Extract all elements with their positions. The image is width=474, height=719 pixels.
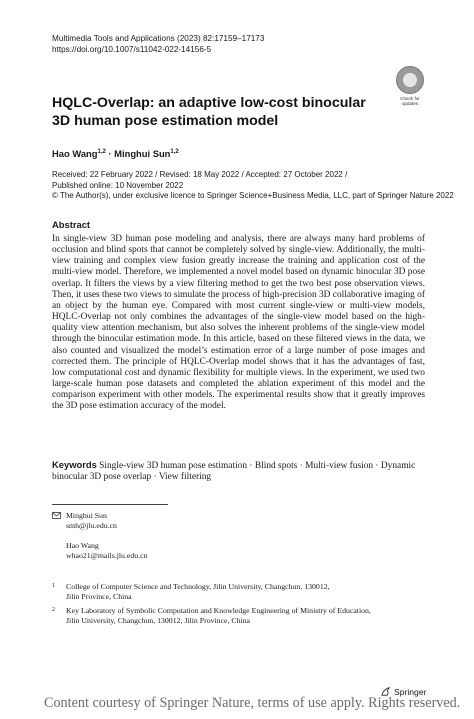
copyright-notice: © The Author(s), under exclusive licence to Springer Science+Business Media, LLC, part of Springer Nature 2022 bbox=[52, 191, 454, 201]
affiliation-line: College of Computer Science and Technology, Jilin University, Changchun, 130012, bbox=[66, 582, 330, 591]
author-name[interactable]: Minghui Sun bbox=[114, 148, 171, 159]
affiliation-line: Jilin University, Changchun, 130012, Jilin Province, China bbox=[66, 616, 251, 626]
journal-volume-line: Multimedia Tools and Applications (2023) 82:17159–17173 bbox=[52, 34, 265, 43]
affiliation-line: Jilin Province, China bbox=[66, 592, 132, 602]
affiliation-number: 1 bbox=[52, 583, 55, 589]
keywords-section bbox=[52, 459, 425, 484]
doi-link[interactable]: https://doi.org/10.1007/s11042-022-14156-5 bbox=[52, 44, 212, 54]
affiliation-line: Key Laboratory of Symbolic Computation and Knowledge Engineering of Ministry of Education, bbox=[66, 606, 371, 615]
contact-email[interactable]: smh@jlu.edu.cn bbox=[66, 521, 117, 531]
contact-email[interactable]: whao21@mails.jlu.edu.cn bbox=[66, 550, 148, 560]
author-affiliation-marker: 1,2 bbox=[170, 148, 179, 155]
check-for-updates-label: Check for updates bbox=[400, 96, 420, 106]
published-online: Published online: 10 November 2022 bbox=[52, 180, 184, 190]
author-affiliation-marker: 1,2 bbox=[97, 148, 106, 155]
affiliation bbox=[52, 582, 330, 603]
publication-dates bbox=[52, 170, 454, 202]
affiliation-number: 2 bbox=[52, 607, 55, 613]
paper-title: HQLC-Overlap: an adaptive low-cost binocular 3D human pose estimation model bbox=[52, 95, 366, 129]
author-separator: · bbox=[105, 148, 115, 159]
author-name[interactable]: Hao Wang bbox=[52, 148, 98, 159]
abstract-heading: Abstract bbox=[52, 219, 91, 230]
history-dates: Received: 22 February 2022 / Revised: 18 May 2022 / Accepted: 27 October 2022 / bbox=[52, 170, 348, 179]
contact-name: Minghui Sun bbox=[66, 511, 107, 520]
affiliation bbox=[52, 606, 371, 627]
envelope-icon bbox=[52, 511, 66, 561]
corresponding-author-block bbox=[52, 511, 147, 561]
contact-name: Hao Wang bbox=[66, 540, 99, 550]
journal-citation bbox=[52, 34, 264, 55]
check-for-updates-badge[interactable] bbox=[393, 66, 427, 106]
courtesy-watermark: Content courtesy of Springer Nature, terms of use apply. Rights reserved. bbox=[44, 695, 461, 711]
publisher-name: Springer bbox=[394, 686, 427, 697]
keywords-label: Keywords bbox=[52, 459, 97, 470]
keywords-list: Single-view 3D human pose estimation · Blind spots · Multi-view fusion · Dynamic binocular 3D pose overlap · View filtering bbox=[52, 461, 416, 483]
bookmark-circle-icon bbox=[396, 66, 424, 94]
abstract-text: In single-view 3D human pose modeling and analysis, there are always many hard problems of occlusion and blind spots that cannot be completely solved by single-view. Additionally, the multi-view training and complex view fusion greatly increase the training and application cost of the multi-view model. Therefore, we implemented a novel model based on dynamic binocular 3D pose overlap. It filters the views by a view filtering method to get the two best pose observation views. Then, it uses these two views to simulate the process of high-precision 3D collaborative imaging of an object by the human eye. Compared with most current single-view or multi-view models, HQLC-Overlap not only combines the advantages of the single-view model based on the high-quality view attention mechanism, but also solves the inherent problems of the single-view model through the binocular estimation mode. In this article, based on these filtered views in the data, we also counted and visualized the model’s estimation error of a large number of pose images and corrected them. The principle of HQLC-Overlap model shows that it has the advantages of fast, low computational cost and dynamic flexibility for multiple views. In the experiment, we used two large-scale human pose datasets and completed the ablation experiment of this model and the comparison experiment with other models. The experimental results show that it greatly improves the 3D pose estimation accuracy of the model. bbox=[52, 234, 425, 412]
footnote-divider bbox=[52, 504, 168, 505]
author-list bbox=[52, 148, 179, 159]
